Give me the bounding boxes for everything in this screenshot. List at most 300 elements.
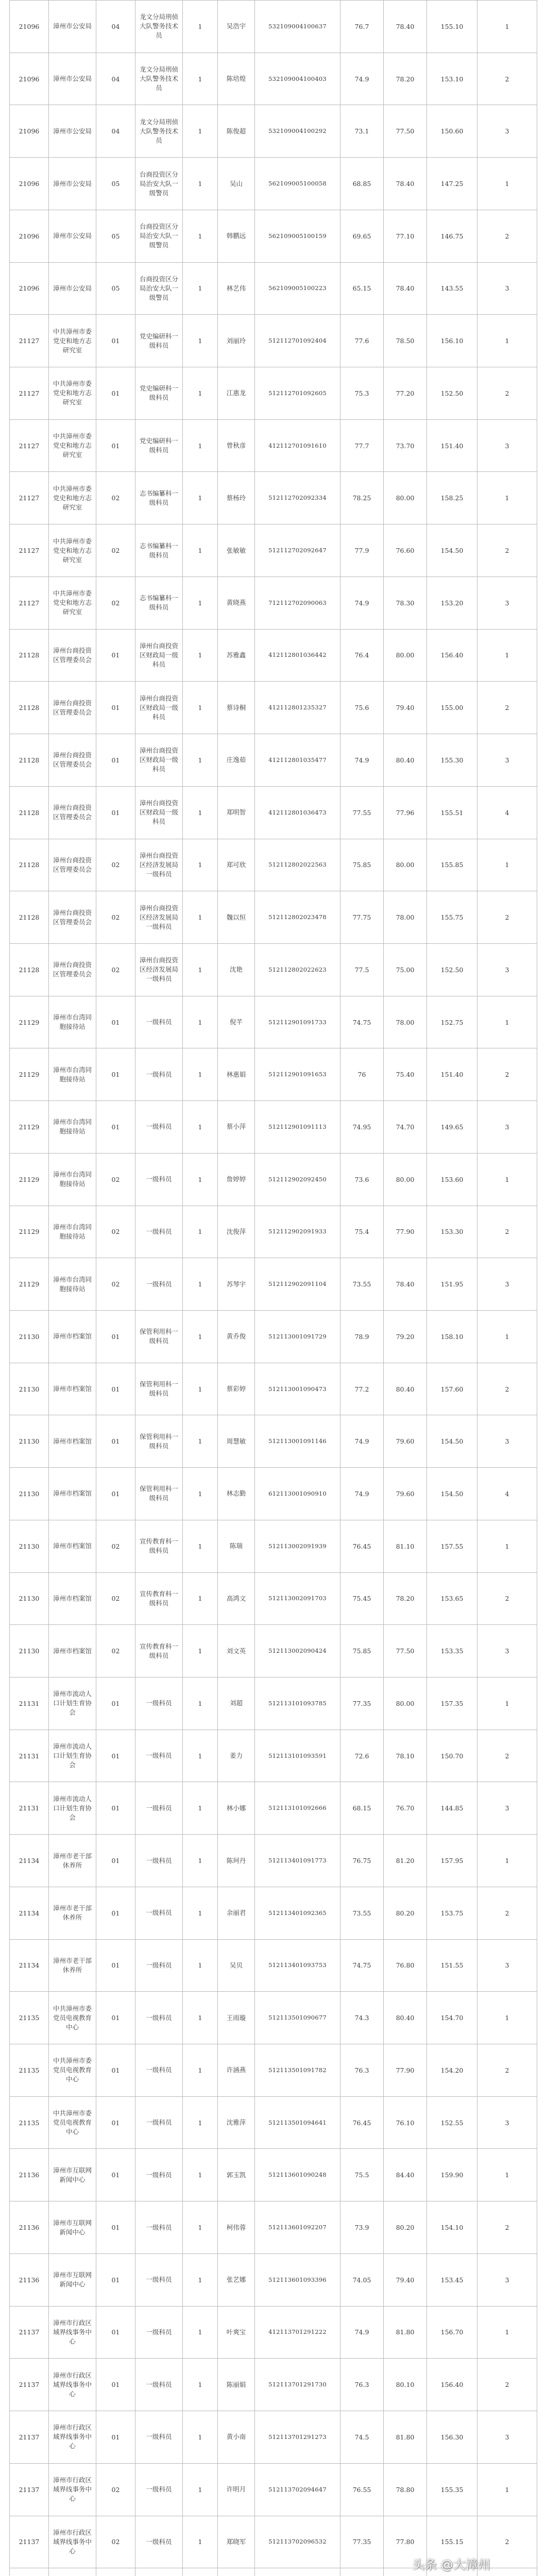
position-code-cell: 02 <box>96 1258 135 1311</box>
interview-score-cell: 80.20 <box>384 1887 427 1939</box>
position-code-cell: 01 <box>96 2253 135 2306</box>
table-row <box>10 1468 537 1520</box>
interview-score-cell: 80.00 <box>384 629 427 682</box>
ticket-number-cell: 512112702092647 <box>255 524 340 577</box>
quota-cell: 1 <box>183 1887 218 1939</box>
rank-cell: 2 <box>477 1572 537 1625</box>
quota-cell: 1 <box>183 1258 218 1311</box>
position-cell: 一级科员 <box>135 2253 183 2306</box>
candidate-name-cell: 林志勤 <box>218 1468 255 1520</box>
quota-cell: 1 <box>183 786 218 839</box>
dept-cell: 漳州市档案馆 <box>49 1625 96 1677</box>
dept-cell: 漳州市台湾同胞接待站 <box>49 1153 96 1206</box>
rank-cell: 3 <box>477 2096 537 2149</box>
exam-code-cell: 21129 <box>10 996 49 1048</box>
position-cell: 一级科员 <box>135 1939 183 1992</box>
dept-cell: 中共漳州市委党史和地方志研究室 <box>49 577 96 629</box>
rank-cell: 2 <box>477 2044 537 2097</box>
written-score-cell: 76.75 <box>340 1835 384 1887</box>
written-score-cell: 74.9 <box>340 1415 384 1468</box>
interview-score-cell: 79.20 <box>384 1310 427 1363</box>
position-cell: 一级科员 <box>135 1206 183 1258</box>
position-cell: 党史编研科一级科员 <box>135 419 183 472</box>
quota-cell: 1 <box>183 1415 218 1468</box>
position-cell: 一级科员 <box>135 2096 183 2149</box>
interview-score-cell: 78.00 <box>384 996 427 1048</box>
ticket-number-cell: 512113001091146 <box>255 1415 340 1468</box>
quota-cell: 1 <box>183 1206 218 1258</box>
written-score-cell: 74.9 <box>340 577 384 629</box>
written-score-cell: 65.15 <box>340 262 384 315</box>
written-score-cell: 76.55 <box>340 2463 384 2516</box>
position-code-cell: 01 <box>96 367 135 420</box>
rank-cell: 2 <box>477 53 537 105</box>
exam-code-cell: 21128 <box>10 943 49 996</box>
dept-cell: 漳州市行政区域界线事务中心 <box>49 2411 96 2464</box>
table-row <box>10 2096 537 2149</box>
candidate-name-cell <box>218 2568 255 2576</box>
interview-score-cell: 79.60 <box>384 1415 427 1468</box>
total-score-cell: 150.60 <box>427 105 477 158</box>
quota-cell: 1 <box>183 315 218 367</box>
quota-cell: 1 <box>183 943 218 996</box>
written-score-cell: 78.25 <box>340 472 384 524</box>
position-code-cell: 01 <box>96 1677 135 1730</box>
rank-cell: 3 <box>477 577 537 629</box>
candidate-name-cell: 周慧敏 <box>218 1415 255 1468</box>
dept-cell: 漳州市档案馆 <box>49 1520 96 1572</box>
ticket-number-cell: 512113702094647 <box>255 2463 340 2516</box>
quota-cell: 1 <box>183 2096 218 2149</box>
dept-cell: 漳州市互联网新闻中心 <box>49 2201 96 2254</box>
position-cell: 一级科员 <box>135 2516 183 2568</box>
quota-cell: 1 <box>183 1572 218 1625</box>
position-code-cell: 02 <box>96 1572 135 1625</box>
position-cell: 龙文分局刑侦大队警务技术员 <box>135 105 183 158</box>
candidate-name-cell: 庄逸茹 <box>218 734 255 787</box>
exam-code-cell: 21127 <box>10 367 49 420</box>
ticket-number-cell: 512112802022623 <box>255 943 340 996</box>
total-score-cell: 155.15 <box>427 2516 477 2568</box>
dept-cell: 漳州市台湾同胞接待站 <box>49 996 96 1048</box>
total-score-cell: 155.85 <box>427 839 477 891</box>
position-code-cell: 02 <box>96 577 135 629</box>
dept-cell: 中共漳州市委党史和地方志研究室 <box>49 524 96 577</box>
total-score-cell: 153.45 <box>427 2253 477 2306</box>
written-score-cell: 74.95 <box>340 1101 384 1154</box>
position-cell: 一级科员 <box>135 1048 183 1101</box>
candidate-name-cell: 蔡小萍 <box>218 1101 255 1154</box>
dept-cell: 漳州市台湾同胞接待站 <box>49 1206 96 1258</box>
written-score-cell: 74.9 <box>340 2306 384 2359</box>
total-score-cell: 144.85 <box>427 1782 477 1835</box>
quota-cell: 1 <box>183 262 218 315</box>
exam-code-cell: 21127 <box>10 524 49 577</box>
total-score-cell: 156.30 <box>427 2411 477 2464</box>
interview-score-cell: 81.10 <box>384 1520 427 1572</box>
exam-code-cell: 21096 <box>10 53 49 105</box>
ticket-number-cell: 512112901091113 <box>255 1101 340 1154</box>
interview-score-cell: 79.40 <box>384 682 427 734</box>
total-score-cell: 151.95 <box>427 1258 477 1311</box>
table-row <box>10 786 537 839</box>
table-row <box>10 1887 537 1939</box>
exam-code-cell: 21096 <box>10 105 49 158</box>
table-row <box>10 1520 537 1572</box>
rank-cell: 2 <box>477 1730 537 1782</box>
rank-cell: 1 <box>477 629 537 682</box>
exam-code-cell: 21137 <box>10 2359 49 2411</box>
ticket-number-cell: 412112801036442 <box>255 629 340 682</box>
dept-cell: 漳州市行政区域界线事务中心 <box>49 2306 96 2359</box>
ticket-number-cell: 512113601092207 <box>255 2201 340 2254</box>
exam-code-cell: 21134 <box>10 1887 49 1939</box>
position-cell: 保管利用科一级科员 <box>135 1363 183 1415</box>
position-cell: 一级科员 <box>135 1730 183 1782</box>
position-code-cell: 01 <box>96 2044 135 2097</box>
rank-cell: 3 <box>477 734 537 787</box>
written-score-cell: 76.3 <box>340 2359 384 2411</box>
written-score-cell: 73.1 <box>340 105 384 158</box>
exam-code-cell: 21137 <box>10 2306 49 2359</box>
written-score-cell: 75.85 <box>340 839 384 891</box>
quota-cell: 1 <box>183 53 218 105</box>
position-cell: 宣传教育科一级科员 <box>135 1572 183 1625</box>
candidate-name-cell: 吴山 <box>218 158 255 210</box>
exam-code-cell: 21128 <box>10 891 49 944</box>
rank-cell: 1 <box>477 996 537 1048</box>
position-code-cell: 01 <box>96 2096 135 2149</box>
written-score-cell: 77.75 <box>340 891 384 944</box>
rank-cell: 2 <box>477 2516 537 2568</box>
written-score-cell: 76.3 <box>340 2044 384 2097</box>
position-cell: 龙文分局刑侦大队警务技术员 <box>135 53 183 105</box>
position-code-cell: 02 <box>96 472 135 524</box>
candidate-name-cell: 叶爽宝 <box>218 2306 255 2359</box>
rank-cell: 1 <box>477 2306 537 2359</box>
interview-score-cell: 77.10 <box>384 210 427 262</box>
table-row <box>10 1782 537 1835</box>
ticket-number-cell: 512112901091733 <box>255 996 340 1048</box>
total-score-cell: 159.90 <box>427 2149 477 2201</box>
candidate-name-cell: 高鸿文 <box>218 1572 255 1625</box>
table-row <box>10 1206 537 1258</box>
total-score-cell: 155.30 <box>427 734 477 787</box>
candidate-name-cell: 詹婷婷 <box>218 1153 255 1206</box>
total-score-cell: 151.55 <box>427 1939 477 1992</box>
position-code-cell: 01 <box>96 1939 135 1992</box>
ticket-number-cell: 512113001090473 <box>255 1363 340 1415</box>
candidate-name-cell: 余丽君 <box>218 1887 255 1939</box>
candidate-name-cell: 沈俊萍 <box>218 1206 255 1258</box>
written-score-cell: 78.9 <box>340 1310 384 1363</box>
written-score-cell: 75.4 <box>340 1206 384 1258</box>
position-cell: 漳州台商投资区经济发展局一级科员 <box>135 839 183 891</box>
interview-score-cell: 74.70 <box>384 1101 427 1154</box>
candidate-name-cell: 曾秋彦 <box>218 419 255 472</box>
position-cell: 一级科员 <box>135 1782 183 1835</box>
total-score-cell: 151.40 <box>427 1048 477 1101</box>
quota-cell: 1 <box>183 1939 218 1992</box>
table-row <box>10 1625 537 1677</box>
written-score-cell: 75.85 <box>340 1625 384 1677</box>
dept-cell: 漳州市台湾同胞接待站 <box>49 1101 96 1154</box>
interview-score-cell: 77.90 <box>384 2044 427 2097</box>
dept-cell: 漳州市流动人口计划生育协会 <box>49 1782 96 1835</box>
position-code-cell: 02 <box>96 2516 135 2568</box>
dept-cell: 中共漳州市委党史和地方志研究室 <box>49 315 96 367</box>
exam-code-cell <box>10 2568 49 2576</box>
exam-code-cell: 21130 <box>10 1310 49 1363</box>
table-row <box>10 1153 537 1206</box>
position-code-cell: 01 <box>96 1782 135 1835</box>
dept-cell: 中共漳州市委党员电视教育中心 <box>49 2044 96 2097</box>
position-cell: 台商投资区分局治安大队一级警员 <box>135 210 183 262</box>
total-score-cell: 158.10 <box>427 1310 477 1363</box>
dept-cell: 中共漳州市委党员电视教育中心 <box>49 1992 96 2044</box>
position-code-cell: 02 <box>96 524 135 577</box>
candidate-name-cell: 郭玉凯 <box>218 2149 255 2201</box>
rank-cell: 3 <box>477 105 537 158</box>
rank-cell: 2 <box>477 524 537 577</box>
total-score-cell: 143.55 <box>427 262 477 315</box>
exam-code-cell: 21136 <box>10 2253 49 2306</box>
dept-cell: 漳州市互联网新闻中心 <box>49 2149 96 2201</box>
position-cell: 台商投资区分局治安大队一级警员 <box>135 158 183 210</box>
exam-code-cell: 21135 <box>10 2096 49 2149</box>
candidate-name-cell: 蔡杨玲 <box>218 472 255 524</box>
interview-score-cell: 80.00 <box>384 472 427 524</box>
candidate-name-cell: 张艺娜 <box>218 2253 255 2306</box>
position-cell: 志书编纂科一级科员 <box>135 472 183 524</box>
dept-cell: 中共漳州市委党史和地方志研究室 <box>49 419 96 472</box>
interview-score-cell: 76.10 <box>384 2096 427 2149</box>
exam-code-cell: 21135 <box>10 2044 49 2097</box>
rank-cell: 2 <box>477 367 537 420</box>
total-score-cell: 156.40 <box>427 2359 477 2411</box>
position-code-cell: 01 <box>96 1730 135 1782</box>
exam-code-cell: 21127 <box>10 315 49 367</box>
ticket-number-cell: 512112902091104 <box>255 1258 340 1311</box>
quota-cell: 1 <box>183 2306 218 2359</box>
interview-score-cell: 79.40 <box>384 2253 427 2306</box>
written-score-cell: 77.5 <box>340 943 384 996</box>
dept-cell: 漳州市流动人口计划生育协会 <box>49 1730 96 1782</box>
exam-code-cell: 21096 <box>10 262 49 315</box>
interview-score-cell: 80.40 <box>384 1363 427 1415</box>
ticket-number-cell: 512113501090677 <box>255 1992 340 2044</box>
ticket-number-cell: 412112701091610 <box>255 419 340 472</box>
rank-cell: 2 <box>477 210 537 262</box>
position-code-cell: 01 <box>96 1310 135 1363</box>
exam-code-cell: 21129 <box>10 1153 49 1206</box>
position-code-cell: 02 <box>96 1206 135 1258</box>
rank-cell: 3 <box>477 2253 537 2306</box>
written-score-cell: 73.9 <box>340 2201 384 2254</box>
exam-code-cell: 21127 <box>10 472 49 524</box>
quota-cell: 1 <box>183 2044 218 2097</box>
exam-code-cell: 21129 <box>10 1206 49 1258</box>
position-code-cell: 02 <box>96 839 135 891</box>
quota-cell: 1 <box>183 367 218 420</box>
position-cell: 保管利用科一级科员 <box>135 1310 183 1363</box>
candidate-name-cell: 沈艳 <box>218 943 255 996</box>
table-row <box>10 943 537 996</box>
rank-cell: 2 <box>477 1363 537 1415</box>
candidate-name-cell: 郑明智 <box>218 786 255 839</box>
rank-cell: 2 <box>477 2359 537 2411</box>
exam-code-cell: 21128 <box>10 682 49 734</box>
candidate-name-cell: 陈瑞 <box>218 1520 255 1572</box>
quota-cell: 1 <box>183 1625 218 1677</box>
position-cell: 一级科员 <box>135 2411 183 2464</box>
ticket-number-cell: 532109004100403 <box>255 53 340 105</box>
position-cell: 漳州台商投资区财政局一级科员 <box>135 682 183 734</box>
total-score-cell: 154.70 <box>427 1992 477 2044</box>
exam-code-cell: 21096 <box>10 158 49 210</box>
quota-cell: 1 <box>183 105 218 158</box>
total-score-cell: 146.75 <box>427 210 477 262</box>
table-row <box>10 367 537 420</box>
ticket-number-cell: 512113002090424 <box>255 1625 340 1677</box>
candidate-name-cell: 黄小南 <box>218 2411 255 2464</box>
interview-score-cell: 78.00 <box>384 891 427 944</box>
ticket-number-cell: 512112802022563 <box>255 839 340 891</box>
table-row <box>10 734 537 787</box>
total-score-cell: 149.65 <box>427 1101 477 1154</box>
position-code-cell: 02 <box>96 1520 135 1572</box>
exam-code-cell: 21129 <box>10 1258 49 1311</box>
position-cell: 漳州台商投资区经济发展局一级科员 <box>135 891 183 944</box>
position-cell: 漳州台商投资区财政局一级科员 <box>135 734 183 787</box>
position-cell: 保管利用科一级科员 <box>135 1415 183 1468</box>
ticket-number-cell: 512113702096532 <box>255 2516 340 2568</box>
written-score-cell: 73.55 <box>340 1887 384 1939</box>
interview-score-cell: 78.40 <box>384 158 427 210</box>
total-score-cell: 152.50 <box>427 943 477 996</box>
quota-cell: 1 <box>183 1520 218 1572</box>
dept-cell: 漳州台商投资区管理委员会 <box>49 839 96 891</box>
exam-code-cell: 21134 <box>10 1939 49 1992</box>
written-score-cell: 76.4 <box>340 629 384 682</box>
dept-cell: 漳州市老干部休养所 <box>49 1939 96 1992</box>
dept-cell: 漳州市公安局 <box>49 1 96 53</box>
position-code-cell: 02 <box>96 891 135 944</box>
dept-cell: 漳州市档案馆 <box>49 1415 96 1468</box>
exam-code-cell: 21128 <box>10 734 49 787</box>
exam-code-cell: 21127 <box>10 419 49 472</box>
position-code-cell: 01 <box>96 786 135 839</box>
written-score-cell <box>340 2568 384 2576</box>
ticket-number-cell: 512113501091782 <box>255 2044 340 2097</box>
interview-score-cell: 76.80 <box>384 1939 427 1992</box>
position-code-cell: 04 <box>96 53 135 105</box>
written-score-cell: 77.9 <box>340 524 384 577</box>
position-code-cell: 01 <box>96 1468 135 1520</box>
candidate-name-cell: 林艺伟 <box>218 262 255 315</box>
position-cell: 一级科员 <box>135 1101 183 1154</box>
position-cell: 志书编纂科一级科员 <box>135 577 183 629</box>
interview-score-cell: 84.40 <box>384 2149 427 2201</box>
interview-score-cell: 77.90 <box>384 1206 427 1258</box>
written-score-cell: 72.6 <box>340 1730 384 1782</box>
position-cell: 宣传教育科一级科员 <box>135 1625 183 1677</box>
position-cell: 一级科员 <box>135 2359 183 2411</box>
position-code-cell: 01 <box>96 1992 135 2044</box>
quota-cell: 1 <box>183 1310 218 1363</box>
total-score-cell: 158.25 <box>427 472 477 524</box>
rank-cell: 3 <box>477 1101 537 1154</box>
ticket-number-cell: 532109004100292 <box>255 105 340 158</box>
written-score-cell: 74.75 <box>340 1939 384 1992</box>
quota-cell: 1 <box>183 1468 218 1520</box>
quota-cell: 1 <box>183 1101 218 1154</box>
quota-cell: 1 <box>183 1 218 53</box>
ticket-number-cell: 532109004100637 <box>255 1 340 53</box>
exam-code-cell: 21128 <box>10 629 49 682</box>
table-row <box>10 1939 537 1992</box>
candidate-name-cell: 林小娜 <box>218 1782 255 1835</box>
rank-cell: 3 <box>477 262 537 315</box>
position-code-cell: 01 <box>96 734 135 787</box>
quota-cell: 1 <box>183 2201 218 2254</box>
position-code-cell: 02 <box>96 943 135 996</box>
quota-cell: 1 <box>183 1153 218 1206</box>
rank-cell: 2 <box>477 682 537 734</box>
position-cell: 志书编纂科一级科员 <box>135 524 183 577</box>
position-code-cell: 05 <box>96 210 135 262</box>
interview-score-cell: 78.30 <box>384 577 427 629</box>
written-score-cell: 77.2 <box>340 1363 384 1415</box>
score-table <box>9 0 537 2576</box>
dept-cell: 中共漳州市委党史和地方志研究室 <box>49 472 96 524</box>
written-score-cell: 75.5 <box>340 2149 384 2201</box>
table-row <box>10 2411 537 2464</box>
rank-cell: 3 <box>477 1939 537 1992</box>
position-code-cell: 01 <box>96 2149 135 2201</box>
exam-code-cell: 21130 <box>10 1520 49 1572</box>
dept-cell: 中共漳州市委党员电视教育中心 <box>49 2096 96 2149</box>
candidate-name-cell: 刘超 <box>218 1677 255 1730</box>
ticket-number-cell: 512112902092450 <box>255 1153 340 1206</box>
written-score-cell: 75.45 <box>340 1572 384 1625</box>
rank-cell: 1 <box>477 1835 537 1887</box>
quota-cell: 1 <box>183 2516 218 2568</box>
total-score-cell: 153.10 <box>427 53 477 105</box>
table-row <box>10 1572 537 1625</box>
interview-score-cell: 80.00 <box>384 1153 427 1206</box>
rank-cell: 3 <box>477 2411 537 2464</box>
dept-cell <box>49 2568 96 2576</box>
ticket-number-cell: 512113101093591 <box>255 1730 340 1782</box>
rank-cell: 4 <box>477 1468 537 1520</box>
position-code-cell: 02 <box>96 2463 135 2516</box>
ticket-number-cell: 512113401092365 <box>255 1887 340 1939</box>
candidate-name-cell: 江惠龙 <box>218 367 255 420</box>
table-row <box>10 1310 537 1363</box>
table-row <box>10 682 537 734</box>
ticket-number-cell: 562109005100223 <box>255 262 340 315</box>
rank-cell: 3 <box>477 1625 537 1677</box>
candidate-name-cell: 黄乔俊 <box>218 1310 255 1363</box>
candidate-name-cell: 陈俊超 <box>218 105 255 158</box>
ticket-number-cell: 512113401093753 <box>255 1939 340 1992</box>
exam-code-cell: 21131 <box>10 1782 49 1835</box>
position-code-cell: 01 <box>96 419 135 472</box>
position-cell: 一级科员 <box>135 2201 183 2254</box>
dept-cell: 漳州市行政区域界线事务中心 <box>49 2359 96 2411</box>
table-row <box>10 1415 537 1468</box>
